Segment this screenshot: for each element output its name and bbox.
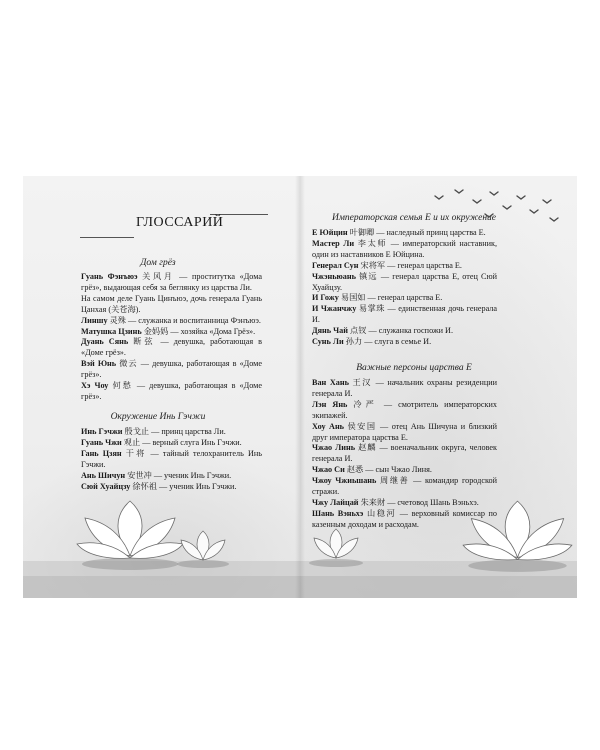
glossary-entry: Генерал Сун 宋将军 — генерал царства Е. xyxy=(312,260,462,270)
glossary-entry: Гуань Чжи 观止 — верный слуга Инь Гэчжи. xyxy=(81,437,242,447)
lotus-illustration-small xyxy=(306,526,366,570)
glossary-entry: Дуань Сянь 断弦 — девушка, работающая в «Доме грёз». xyxy=(81,337,262,358)
title-rule-bottom xyxy=(80,237,134,238)
section-heading-yin-gezhi: Окружение Инь Гэчжи xyxy=(110,412,206,422)
lotus-illustration-large xyxy=(460,496,575,578)
glossary-entry: Линшу 灵殊 — служанка и воспитанница Фэнъюэ. xyxy=(81,315,261,325)
yin-gezhi-entries xyxy=(81,427,262,492)
section-heading-dream-house: Дом грёз xyxy=(140,258,176,268)
glossary-entry: Е Юйцин 叶御卿 — наследный принц царства Е. xyxy=(312,228,486,237)
glossary-entry: Матушка Цзинь 金妈妈 — хозяйка «Дома Грёз». xyxy=(81,326,256,336)
glossary-entry: Гань Цзян 干将 — тайный телохранитель Инь Гэчжи. xyxy=(81,448,263,469)
glossary-entry: Ван Хань 王汉 — начальник охраны резиденции генерала И. xyxy=(312,378,497,398)
glossary-entry: На самом деле Гуань Цинъюэ, дочь генерала Гуань Цанхая (关苍海). xyxy=(81,293,262,314)
right-page xyxy=(300,176,577,598)
book-spread xyxy=(23,176,577,598)
section-heading-imperial-family: Императорская семья Е и их окружение xyxy=(331,213,496,223)
glossary-entry: Дянь Чай 点钗 — служанка госпожи И. xyxy=(312,326,454,336)
imperial-family-entries xyxy=(312,228,497,348)
lotus-illustration-large xyxy=(75,496,185,576)
glossary-entry: Хэ Чоу 何愁 — девушка, работающая в «Доме грёз». xyxy=(81,381,262,401)
glossary-entry: Ань Шичун 安世冲 — ученик Инь Гэчжи. xyxy=(81,470,232,480)
lotus-illustration-small xyxy=(173,528,233,570)
glossary-entry: Инь Гэчжи 殷戈止 — принц царства Ли. xyxy=(81,427,226,436)
glossary-entry: Сюй Хуайцзу 徐怀祖 — ученик Инь Гэчжи. xyxy=(81,481,237,491)
flying-birds-illustration xyxy=(395,186,565,231)
dream-house-entries xyxy=(81,272,262,403)
left-page xyxy=(23,176,300,598)
glossary-entry: Чжэньюань 镇远 — генерал царства Е, отец Сюй Хуайцзу. xyxy=(312,271,497,292)
section-heading-important-persons: Важные персоны царства Е xyxy=(356,363,472,373)
book-gutter xyxy=(295,176,305,598)
glossary-entry: И Чжанчжу 易掌珠 — единственная дочь генерала И. xyxy=(312,304,497,325)
glossary-entry: Лэн Янь 冷严 — смотритель императорских экипажей. xyxy=(312,399,497,420)
page-title: ГЛОССАРИЙ xyxy=(136,215,224,230)
glossary-entry: Мастер Ли 李太师 — императорский наставник, один из наставников Е Юйцина. xyxy=(312,238,498,259)
glossary-entry: Чжоу Чжиьшань 周继善 — командир городской стражи. xyxy=(312,476,497,497)
glossary-entry: Чжу Лайцай 朱来财 — счетовод Шань Вэньхэ. xyxy=(312,497,479,507)
glossary-entry: Чжао Си 赵悉 — сын Чжао Линя. xyxy=(312,465,432,475)
glossary-entry: Вэй Юнь 微云 — девушка, работающая в «Доме грёз». xyxy=(81,359,262,380)
glossary-entry: Шань Вэньхэ 山稳河 — верховный комиссар по казенным доходам и расходам. xyxy=(312,508,498,529)
glossary-entry: Чжао Линь 赵麟 — военачальник округа, человек генерала И. xyxy=(312,443,497,464)
glossary-entry: Гуань Фэнъюэ 关风月 — проститутка «Дома грёз», выдающая себя за беглянку из царства Ли. xyxy=(81,272,262,292)
glossary-entry: Хоу Ань 侯安国 — отец Ань Шичуна и близкий друг императора царства Е. xyxy=(312,421,498,442)
glossary-entry: И Гожу 易国如 — генерал царства Е. xyxy=(312,293,443,303)
glossary-entry: Сунь Ли 孙力 — слуга в семье И. xyxy=(312,337,432,347)
